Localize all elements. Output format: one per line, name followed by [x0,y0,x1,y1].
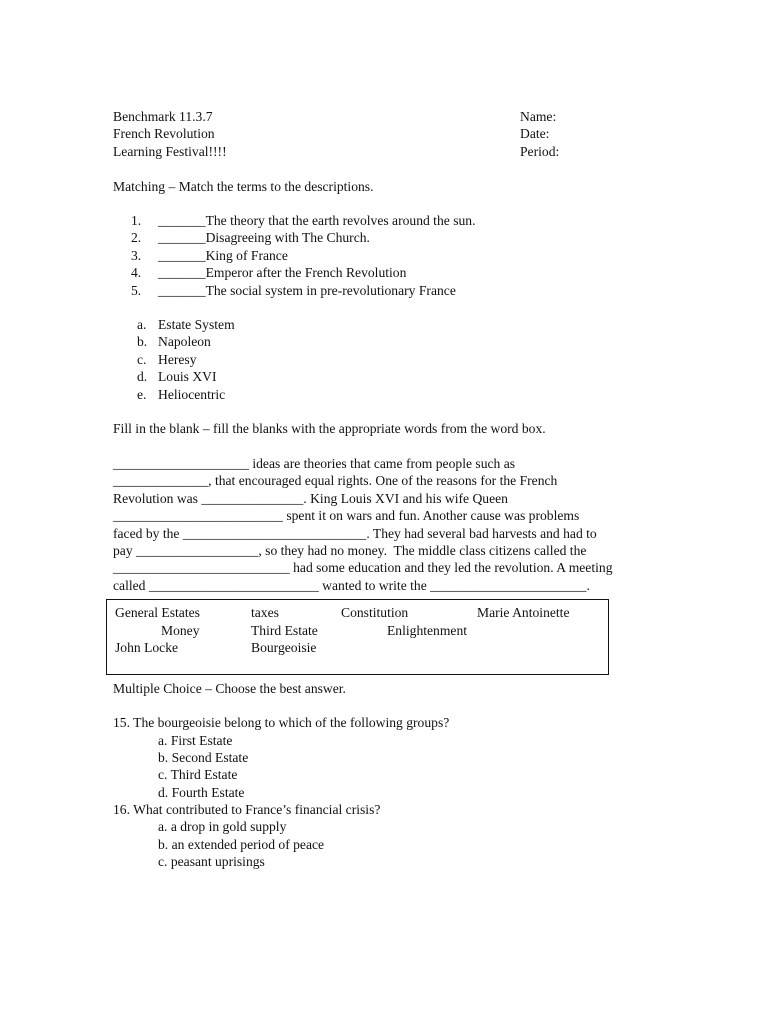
word-enlightenment: Enlightenment [387,623,468,638]
item-text: _______Emperor after the French Revolution [158,265,407,281]
list-item [137,333,235,350]
choice-letter: b. [137,334,148,350]
word-bourgeoisie: Bourgeoisie [251,640,317,655]
list-item [137,316,235,333]
fill-blank-instruction: Fill in the blank – fill the blanks with the appropriate words from the word box. [113,421,546,436]
list-item [137,386,235,403]
choice-list [137,316,235,403]
choice-text: Napoleon [158,334,211,350]
list-item [137,368,235,385]
answer-option: c. peasant uprisings [158,854,265,869]
choice-text: Heresy [158,351,197,367]
subject-label: French Revolution [113,126,215,142]
question-16: 16. What contributed to France’s financial crisis? [113,802,381,817]
item-text: _______The theory that the earth revolves around the sun. [158,213,476,228]
name-field-label: Name: [520,109,557,124]
paragraph-line: pay __________________, so they had no money. The middle class citizens called the [113,542,587,558]
date-field-label: Date: [520,126,550,142]
item-number: 4. [131,265,142,281]
paragraph-line: Revolution was _______________. King Louis XVI and his wife Queen [113,490,508,506]
festival-label: Learning Festival!!!! [113,143,227,159]
list-item [137,351,235,368]
paragraph-line: ____________________ ideas are theories that came from people such as [113,456,516,471]
paragraph-line: __________________________ had some education and they led the revolution. A meeting [113,560,613,576]
matching-list [131,212,475,299]
choice-text: Heliocentric [158,386,226,402]
list-item [131,282,475,299]
word-constitution: Constitution [341,605,409,620]
word-third-estate: Third Estate [251,623,318,638]
header-left [113,108,227,160]
choice-text: Louis XVI [158,369,217,385]
choice-text: Estate System [158,317,235,332]
matching-instruction: Matching – Match the terms to the descriptions. [113,179,374,194]
choice-letter: e. [137,386,147,402]
word-taxes: taxes [251,605,279,620]
answer-option: a. First Estate [158,733,233,748]
choice-letter: a. [137,317,147,332]
multiple-choice-instruction: Multiple Choice – Choose the best answer. [113,681,346,696]
paragraph-line: called _________________________ wanted to write the _______________________. [113,577,590,593]
list-item [131,212,475,229]
list-item [131,247,475,264]
question-15: 15. The bourgeoisie belong to which of the following groups? [113,715,450,730]
item-number: 2. [131,230,142,246]
fill-blank-paragraph [113,455,663,594]
benchmark-label: Benchmark 11.3.7 [113,109,213,124]
choice-letter: d. [137,369,148,385]
answer-option: b. Second Estate [158,750,249,765]
list-item [131,229,475,246]
word-money: Money [161,623,200,638]
item-text: _______The social system in pre-revolutionary France [158,282,456,298]
choice-letter: c. [137,351,147,367]
period-field-label: Period: [520,143,560,159]
answer-option: a. a drop in gold supply [158,819,287,834]
paragraph-line: _________________________ spent it on wars and fun. Another cause was problems [113,508,580,524]
item-text: _______King of France [158,247,288,263]
header-right [520,108,559,160]
word-john-locke: John Locke [115,640,179,655]
item-text: _______Disagreeing with The Church. [158,230,370,246]
word-general-estates: General Estates [115,605,200,620]
paragraph-line: faced by the ___________________________. They had several bad harvests and had to [113,525,597,541]
item-number: 3. [131,247,142,263]
answer-option: d. Fourth Estate [158,785,245,800]
answer-option: b. an extended period of peace [158,837,325,852]
word-box [106,599,609,675]
item-number: 1. [131,213,142,228]
word-marie-antoinette: Marie Antoinette [477,605,570,620]
item-number: 5. [131,282,142,298]
answer-option: c. Third Estate [158,767,238,782]
list-item [131,264,475,281]
paragraph-line: ______________, that encouraged equal rights. One of the reasons for the French [113,473,558,489]
